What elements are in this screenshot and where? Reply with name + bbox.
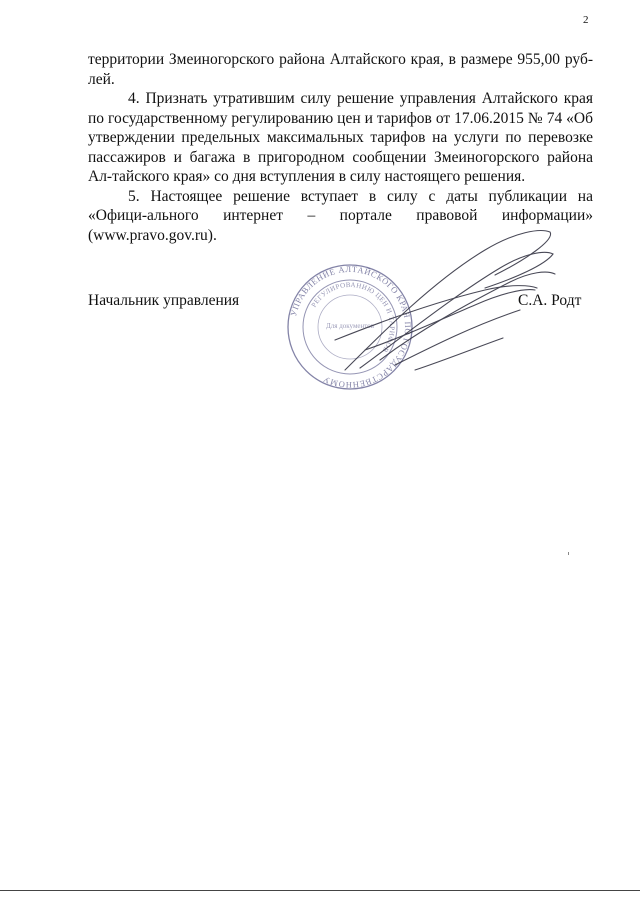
page-bottom-rule: [0, 890, 640, 891]
paragraph-continuation: территории Змеиногорского района Алтайского края, в размере 955,00 руб-лей.: [88, 51, 593, 88]
signatory-name: С.А. Родт: [518, 292, 582, 309]
page-number: 2: [583, 14, 589, 26]
scan-mark: [568, 552, 569, 555]
paragraph-item-4: 4. Признать утратившим силу решение управления Алтайского края по государственному регулированию цен и тарифов от 17.06.2015 № 74 «Об утверждении предельных максимальных тарифов на услуги по перевозке пассажиров и багажа в пригородном сообщении Змеиногорского района Ал-тайского края» со дня вступления в силу настоящего решения.: [88, 90, 593, 185]
svg-text:Для документов: Для документов: [325, 322, 375, 330]
signatory-title: Начальник управления: [88, 292, 240, 309]
svg-text:РЕГУЛИРОВАНИЮ ЦЕН И ТАРИФОВ: РЕГУЛИРОВАНИЮ ЦЕН И ТАРИФОВ: [309, 280, 397, 355]
svg-text:УПРАВЛЕНИЕ АЛТАЙСКОГО КРАЯ ПО: УПРАВЛЕНИЕ АЛТАЙСКОГО КРАЯ ПО ГОСУДАРСТВЕННОМУ: [288, 263, 414, 391]
document-body: [88, 50, 593, 245]
paragraph-item-5: 5. Настоящее решение вступает в силу с даты публикации на «Офици-ального интернет – портале правовой информации» (www.pravo.gov.ru).: [88, 187, 593, 244]
